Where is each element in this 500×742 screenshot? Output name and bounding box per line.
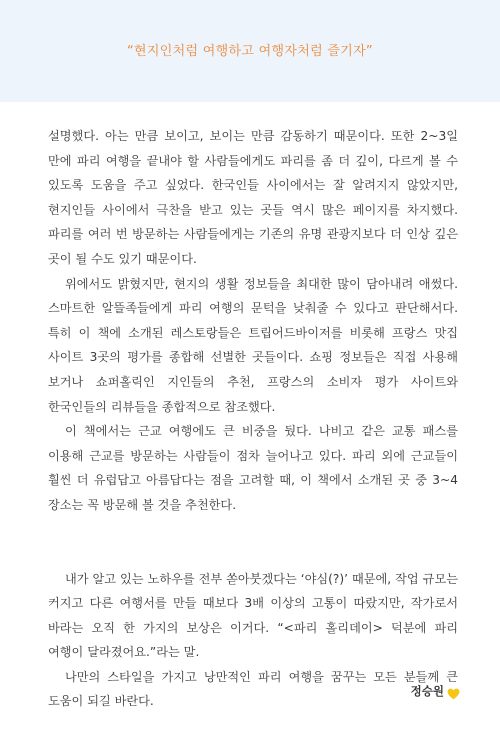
paragraph-2: 위에서도 밝혔지만, 현지의 생활 정보들을 최대한 많이 담아내려 애썼다. 스마트한 알뜰족들에게 파리 여행의 문턱을 낮춰줄 수 있다고 판단해서다. 특히 이 책에 소개된 레스토랑들은 트립어드바이저를 비롯해 프랑스 맛집 사이트 3곳의 평가를 종합해 선별한 곳들이다. 쇼핑 정보들은 직접 사용해 보거나 쇼퍼홀릭인 지인들의 추천, 프랑스의 소비자 평가 사이트와 한국인들의 리뷰들을 종합적으로 참조했다. — [48, 276, 458, 414]
header-quote: “현지인처럼 여행하고 여행자처럼 즐기자” — [127, 44, 373, 59]
paragraph-3: 이 책에서는 근교 여행에도 큰 비중을 뒀다. 나비고 같은 교통 패스를 이용해 근교를 방문하는 사람들이 점차 늘어나고 있다. 파리 외에 근교들이 훨씬 더 유럽답고 아름답다는 점을 고려할 때, 이 책에서 소개된 곳 중 3~4 장소는 꼭 방문해 볼 것을 추천한다. — [48, 424, 458, 512]
heart-icon — [447, 685, 460, 697]
author-signature — [411, 683, 460, 699]
author-name: 정승원 — [410, 684, 444, 698]
paragraph-5: 나만의 스타일을 가지고 낭만적인 파리 여행을 꿈꾸는 모든 분들께 큰 도움이 되길 바란다. — [48, 669, 458, 709]
section-gap — [48, 518, 458, 567]
paragraph-1: 설명했다. 아는 만큼 보이고, 보이는 만큼 감동하기 때문이다. 또한 2~3일 만에 파리 여행을 끝내야 할 사람들에게도 파리를 좀 더 깊이, 다르게 볼 수 있도록 도움을 주고 싶었다. 한국인들 사이에서는 잘 알려지지 않았지만, 현지인들 사이에서 극찬을 받고 있는 곳들 역시 많은 페이지를 차지했다. 파리를 여러 번 방문하는 사람들에게는 기존의 유명 관광지보다 더 인상 깊은 곳이 될 수도 있기 때문이다. — [48, 129, 458, 266]
heart-shape — [448, 689, 460, 700]
paragraph-4: 내가 알고 있는 노하우를 전부 쏟아붓겠다는 ‘야심(?)’ 때문에, 작업 규모는 커지고 다른 여행서를 만들 때보다 3배 이상의 고통이 따랐지만, 작가로서 바라는 오직 한 가지의 보상은 이거다. “<파리 홀리데이> 덕분에 파리 여행이 달라졌어요.”라는 말. — [48, 571, 458, 660]
body-text — [48, 124, 458, 714]
